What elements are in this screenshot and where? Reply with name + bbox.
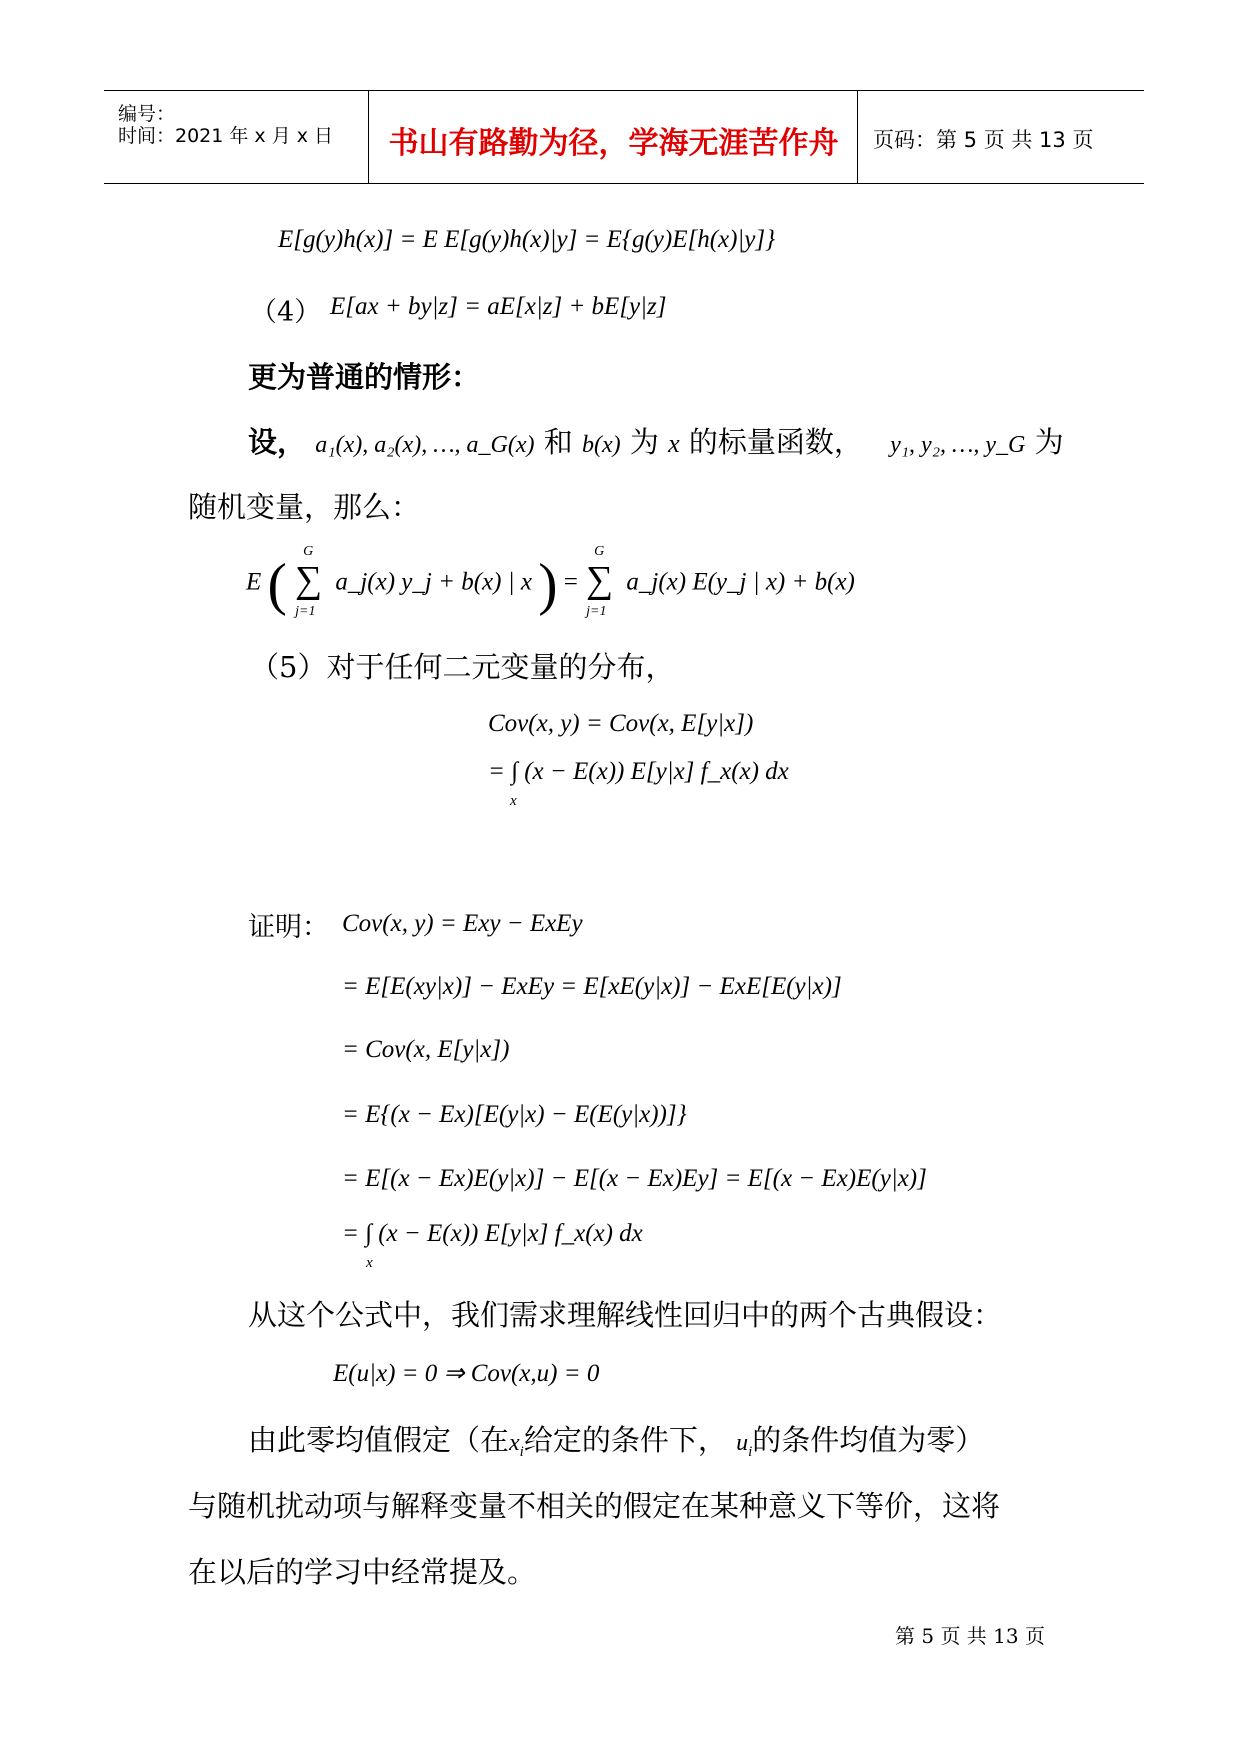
covariance-line-1: Cov(x, y) = Cov(x, E[y|x]) — [488, 710, 754, 737]
item-4-label: （4） — [250, 297, 322, 328]
symbol-x-i — [509, 1430, 524, 1460]
summation-lower-1: j=1 — [295, 604, 316, 619]
definition-line — [248, 420, 1064, 461]
random-variable-text: 随机变量，那么： — [188, 490, 421, 524]
header-left-cell — [104, 91, 369, 183]
proof-integral-subscript: x — [366, 1255, 373, 1271]
equation-zero-mean-assumption: E(u|x) = 0 ⇒ Cov(x,u) = 0 — [333, 1360, 600, 1387]
paragraph-closing: 在以后的学习中经常提及。 — [188, 1555, 537, 1589]
vector-x: x — [668, 429, 680, 458]
para-text-a: 由此零均值假定（在 — [248, 1423, 510, 1457]
scalar-text: 的标量函数， — [688, 425, 863, 459]
is-word-2: 为 — [1034, 425, 1064, 459]
is-word: 为 — [629, 425, 659, 459]
subscript-i-2: i — [748, 1443, 753, 1460]
sum-inner-term: a_j(x) y_j + b(x) | x — [335, 568, 532, 596]
symbol-u-i — [736, 1430, 753, 1460]
summation-upper-1: G — [303, 544, 314, 559]
and-word: 和 — [543, 425, 573, 459]
expectation-symbol: E — [246, 568, 262, 596]
symbol-u: u — [736, 1430, 749, 1456]
equation-linearity: E[ax + by|z] = aE[x|z] + bE[y|z] — [330, 293, 667, 320]
page-header — [104, 90, 1144, 184]
paragraph-classical-assumptions: 从这个公式中，我们需求理解线性回归中的两个古典假设： — [248, 1298, 1003, 1332]
page-footer: 第 5 页 共 13 页 — [895, 1624, 1045, 1648]
section-heading-general-case: 更为普通的情形： — [248, 360, 481, 394]
scalar-function-b: b(x) — [581, 432, 621, 458]
let-label: 设， — [248, 425, 307, 459]
paragraph-equivalence: 与随机扰动项与解释变量不相关的假定在某种意义下等价，这将 — [188, 1489, 1001, 1523]
para-text-b: 给定的条件下， — [523, 1423, 727, 1457]
proof-line-5: = E[(x − Ex)E(y|x)] − E[(x − Ex)Ey] = E[(x − Ex)E(y|x)] — [342, 1165, 927, 1192]
equals-sign: = — [563, 568, 585, 596]
subscript-i: i — [519, 1443, 524, 1460]
covariance-integral-subscript: x — [510, 793, 517, 809]
proof-line-2: = E[E(xy|x)] − ExEy = E[xE(y|x)] − ExE[E(y|x)] — [342, 973, 842, 1000]
equation-iterated-expectation: E[g(y)h(x)] = E E[g(y)h(x)|y] = E{g(y)E[h(x)|y]} — [278, 226, 776, 253]
equation-conditional-sum — [246, 544, 855, 628]
header-right-cell — [859, 91, 1144, 183]
header-motto: 书山有路勤为径，学海无涯苦作舟 — [388, 126, 839, 161]
sigma-2: ∑ — [586, 559, 614, 601]
left-paren: ( — [267, 551, 287, 617]
right-paren: ) — [538, 551, 558, 617]
paragraph-zero-mean — [248, 1418, 984, 1461]
symbol-x: x — [509, 1430, 520, 1456]
summation-sign-1 — [293, 544, 329, 620]
sigma-1: ∑ — [295, 559, 323, 601]
random-variables-y: y₁, y₂, …, y_G — [890, 432, 1026, 458]
proof-line-3: = Cov(x, E[y|x]) — [342, 1036, 510, 1063]
header-center-cell — [370, 91, 858, 183]
proof-label: 证明： — [248, 912, 329, 943]
sum-right-term: a_j(x) E(y_j | x) + b(x) — [626, 568, 855, 596]
item-5-text: （5）对于任何二元变量的分布， — [250, 650, 675, 684]
document-date: 时间：2021 年 x 月 x 日 — [118, 125, 334, 147]
summation-sign-2 — [584, 544, 620, 620]
proof-line-6: = ∫ (x − E(x)) E[y|x] f_x(x) dx — [342, 1220, 643, 1247]
para-text-c: 的条件均值为零） — [752, 1423, 985, 1457]
document-number-label: 编号： — [118, 103, 176, 125]
covariance-line-2: = ∫ (x − E(x)) E[y|x] f_x(x) dx — [488, 758, 789, 785]
proof-line-4: = E{(x − Ex)[E(y|x) − E(E(y|x))]} — [342, 1101, 687, 1128]
summation-lower-2: j=1 — [586, 604, 607, 619]
scalar-functions-a: a₁(x), a₂(x), …, a_G(x) — [315, 432, 535, 458]
header-page-info: 页码：第 5 页 共 13 页 — [873, 128, 1094, 152]
summation-upper-2: G — [594, 544, 605, 559]
proof-line-1: Cov(x, y) = Exy − ExEy — [342, 910, 583, 937]
